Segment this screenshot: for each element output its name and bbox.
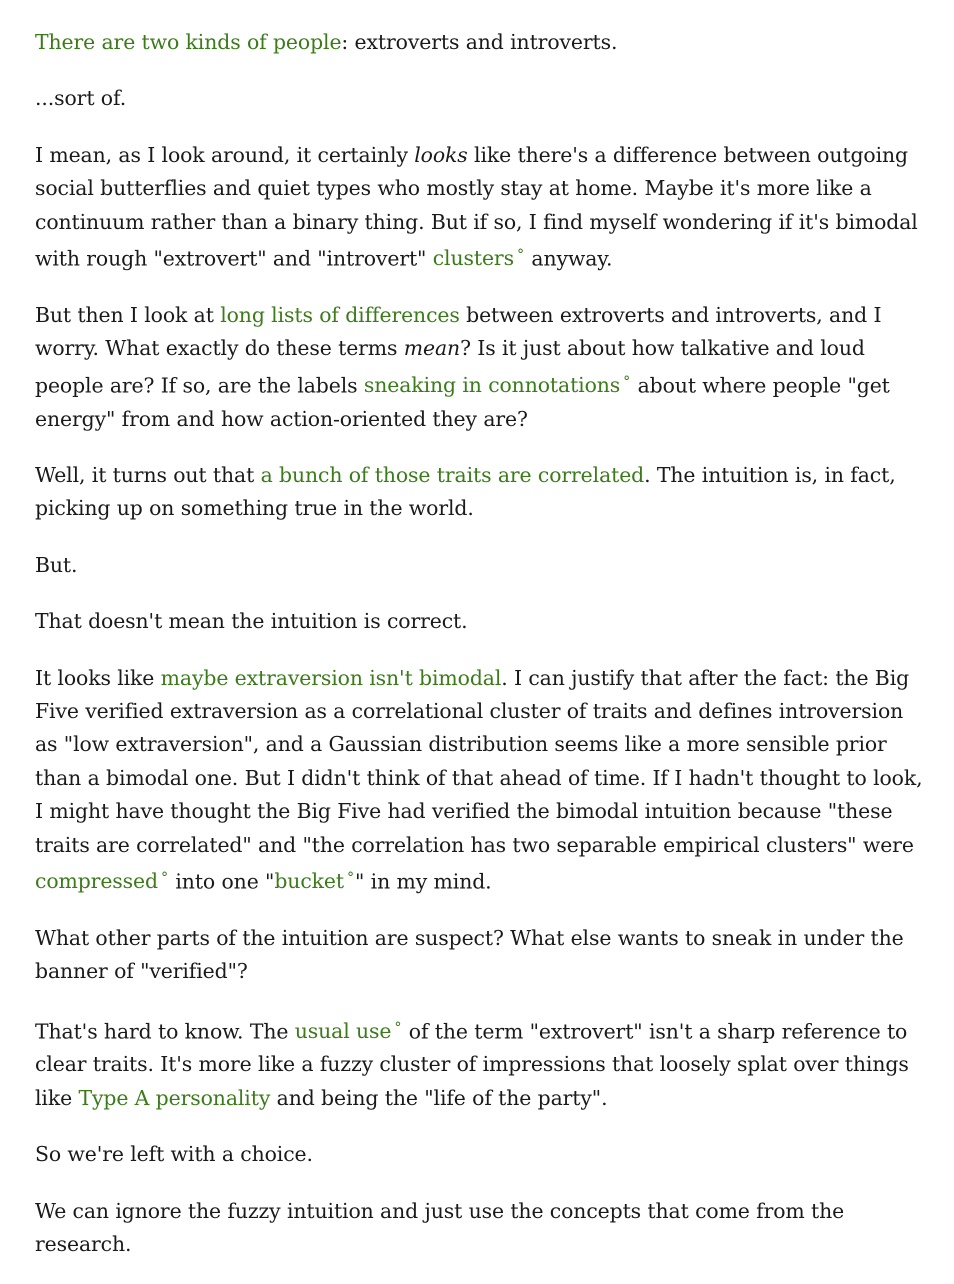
link-long-lists-of-differences[interactable]: long lists of differences [220,302,460,327]
emphasis-looks: looks [414,142,468,167]
text: That doesn't mean the intuition is correct. [35,609,468,634]
paragraph-3 [35,139,925,276]
link-clusters[interactable]: clusters ° [433,246,525,270]
paragraph-1 [35,26,925,59]
text: What other parts of the intuition are suspect? What else wants to sneak in under the banner of "verified"? [35,925,904,984]
text: into one " [169,869,275,894]
paragraph-7 [35,605,925,638]
text: . The intuition is, in fact, picking up on something true in the world. [35,462,896,521]
paragraph-10 [35,1012,925,1116]
text: like there's a difference between outgoing social butterflies and quiet types who mostly stay at home. Maybe it's more like a continuum rather than a binary thing. But if so, I find myself wondering if it's bimodal with rough "extrovert" and "introvert" [35,142,918,271]
article-body [35,26,925,1284]
text: So we're left with a choice. [35,1142,313,1167]
text: and being the "life of the party". [270,1085,608,1110]
paragraph-8 [35,662,925,899]
text: We can ignore the fuzzy intuition and just use the concepts that come from the research. [35,1198,845,1257]
text: ...sort of. [35,86,127,111]
emphasis-mean: mean [403,336,461,361]
link-bucket[interactable]: bucket ° [274,869,355,893]
text: It looks like [35,665,161,690]
text: between extroverts and introverts, and I worry. What exactly do these terms [35,302,882,361]
text: I mean, as I look around, it certainly [35,142,415,167]
link-sneaking-in-connotations[interactable]: sneaking in connotations ° [364,373,631,397]
text: about where people "get energy" from and how action-oriented they are? [35,373,890,431]
text: anyway. [525,246,613,271]
text: Well, it turns out that [35,462,261,487]
paragraph-4 [35,299,925,436]
link-compressed[interactable]: compressed ° [35,869,169,893]
link-type-a-personality[interactable]: Type A personality [78,1085,271,1110]
link-two-kinds-of-people[interactable]: There are two kinds of people [35,30,342,54]
text: But then I look at [35,302,221,327]
text: : extroverts and introverts. [341,30,618,54]
paragraph-11 [35,1138,925,1171]
paragraph-12 [35,1195,925,1262]
link-usual-use[interactable]: usual use ° [295,1019,403,1043]
paragraph-5 [35,459,925,526]
paragraph-9 [35,922,925,989]
text: That's hard to know. The [35,1019,295,1044]
link-traits-correlated[interactable]: a bunch of those traits are correlated [260,462,645,487]
paragraph-6 [35,549,925,582]
text: of the term "extrovert" isn't a sharp reference to clear traits. It's more like a fuzzy cluster of impressions that loosely splat over things like [35,1019,909,1110]
text: But. [35,552,78,577]
text: " in my mind. [355,869,492,894]
text: ? Is it just about how talkative and loud people are? If so, are the labels [35,336,865,398]
paragraph-2 [35,82,925,115]
link-maybe-extraversion-isnt-bimodal[interactable]: maybe extraversion isn't bimodal [160,665,502,690]
text: . I can justify that after the fact: the Big Five verified extraversion as a correlational cluster of traits and defines introversion as "low extraversion", and a Gaussian distribution seems like a more sensible prior than a bimodal one. But I didn't think of that ahead of time. If I hadn't thought to look, I might have thought the Big Five had verified the bimodal intuition because "these traits are correlated" and "the correlation has two separable empirical clusters" were [35,665,923,857]
